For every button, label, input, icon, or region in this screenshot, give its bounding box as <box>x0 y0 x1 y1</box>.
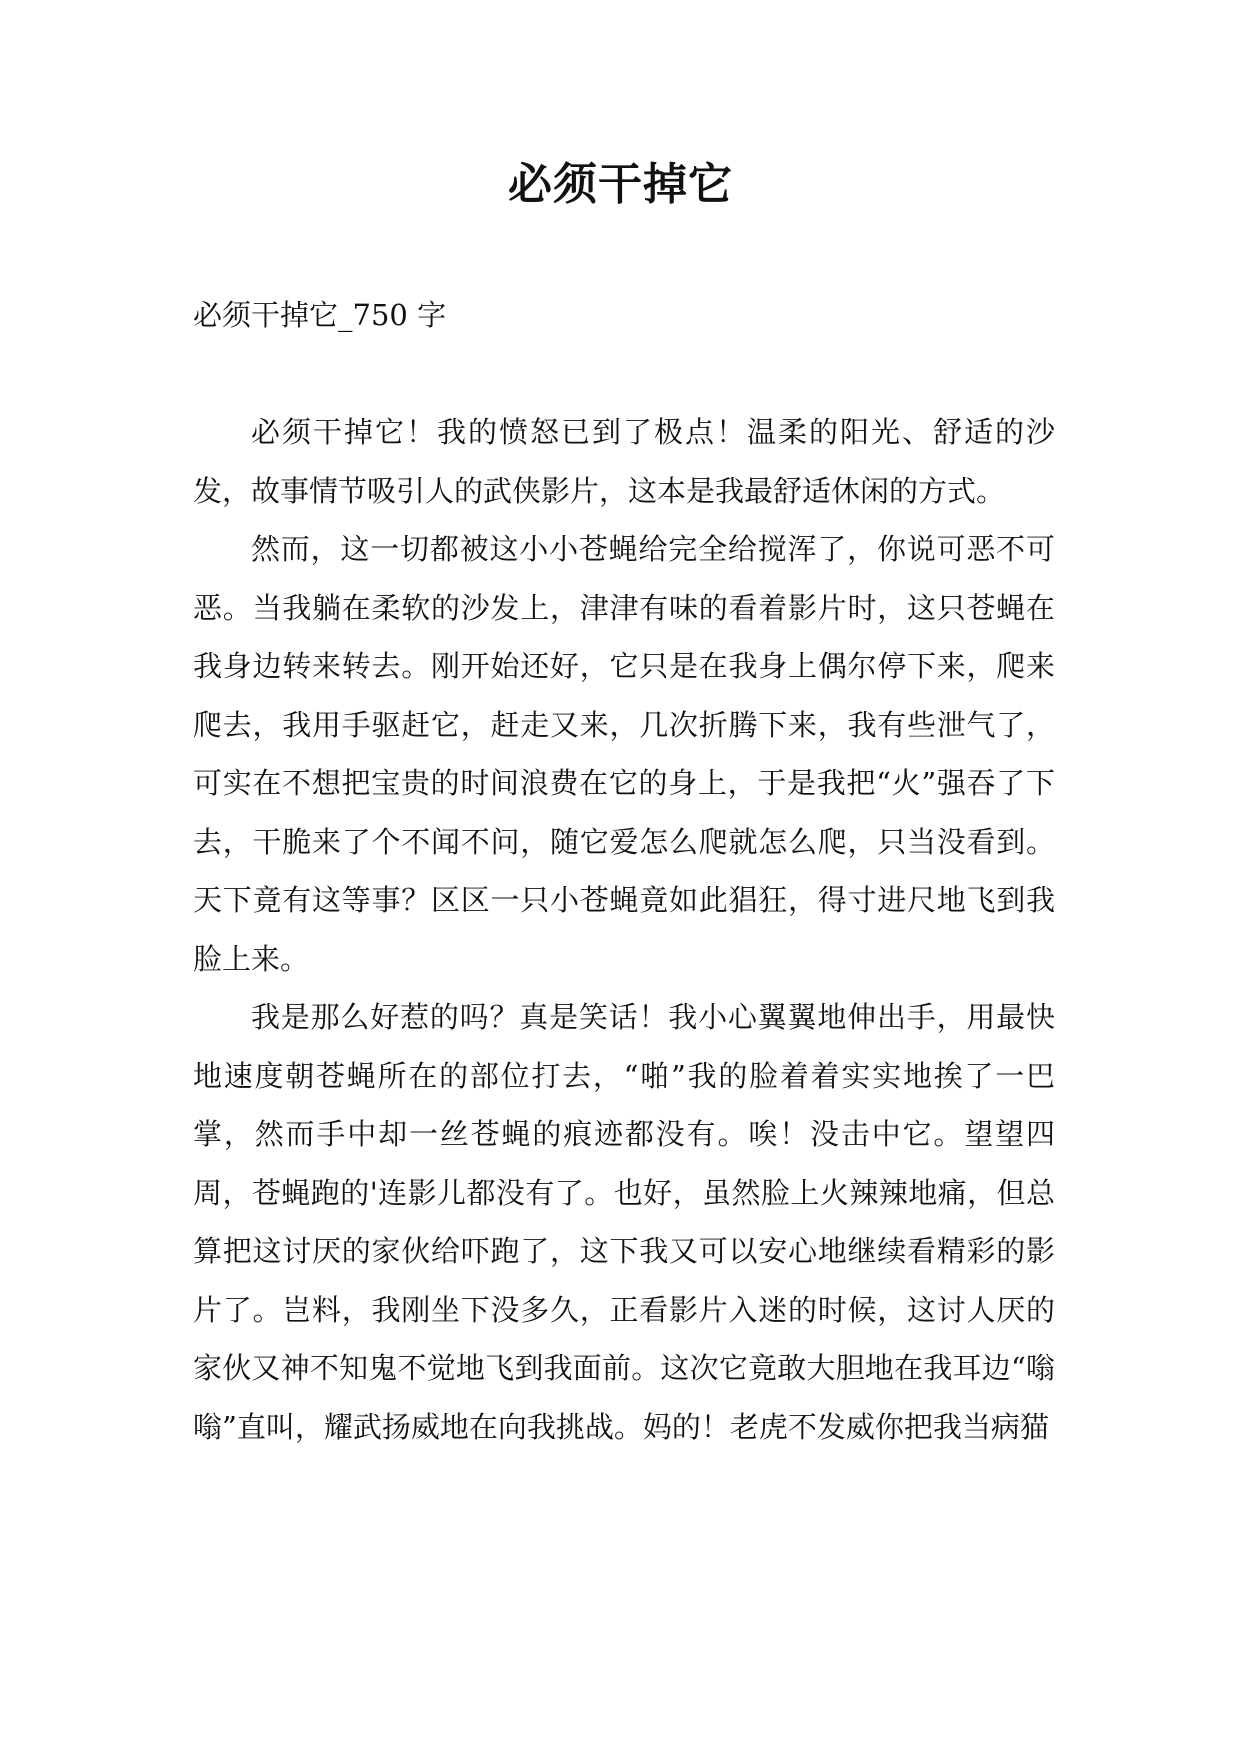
paragraph-2: 然而，这一切都被这小小苍蝇给完全给搅浑了，你说可恶不可恶。当我躺在柔软的沙发上，津津有味的看着影片时，这只苍蝇在我身边转来转去。刚开始还好，它只是在我身上偶尔停下来，爬来爬去，我用手驱赶它，赶走又来，几次折腾下来，我有些泄气了，可实在不想把宝贵的时间浪费在它的身上，于是我把“火”强吞了下去，干脆来了个不闻不问，随它爱怎么爬就怎么爬，只当没看到。天下竟有这等事？区区一只小苍蝇竟如此猖狂，得寸进尺地飞到我脸上来。 <box>193 532 1055 976</box>
paragraph-1: 必须干掉它！我的愤怒已到了极点！温柔的阳光、舒适的沙发，故事情节吸引人的武侠影片，这本是我最舒适休闲的方式。 <box>193 415 1055 508</box>
document-subtitle: 必须干掉它_750 字 <box>193 298 447 332</box>
document-title: 必须干掉它 <box>508 159 733 210</box>
document-body <box>193 403 1055 1456</box>
paragraph-3: 我是那么好惹的吗？真是笑话！我小心翼翼地伸出手，用最快地速度朝苍蝇所在的部位打去，“啪”我的脸着着实实地挨了一巴掌，然而手中却一丝苍蝇的痕迹都没有。唉！没击中它。望望四周，苍蝇跑的'连影儿都没有了。也好，虽然脸上火辣辣地痛，但总算把这讨厌的家伙给吓跑了，这下我又可以安心地继续看精彩的影片了。岂料，我刚坐下没多久，正看影片入迷的时候，这讨人厌的家伙又神不知鬼不觉地飞到我面前。这次它竟敢大胆地在我耳边“嗡嗡”直叫，耀武扬威地在向我挑战。妈的！老虎不发威你把我当病猫 <box>193 1000 1055 1444</box>
